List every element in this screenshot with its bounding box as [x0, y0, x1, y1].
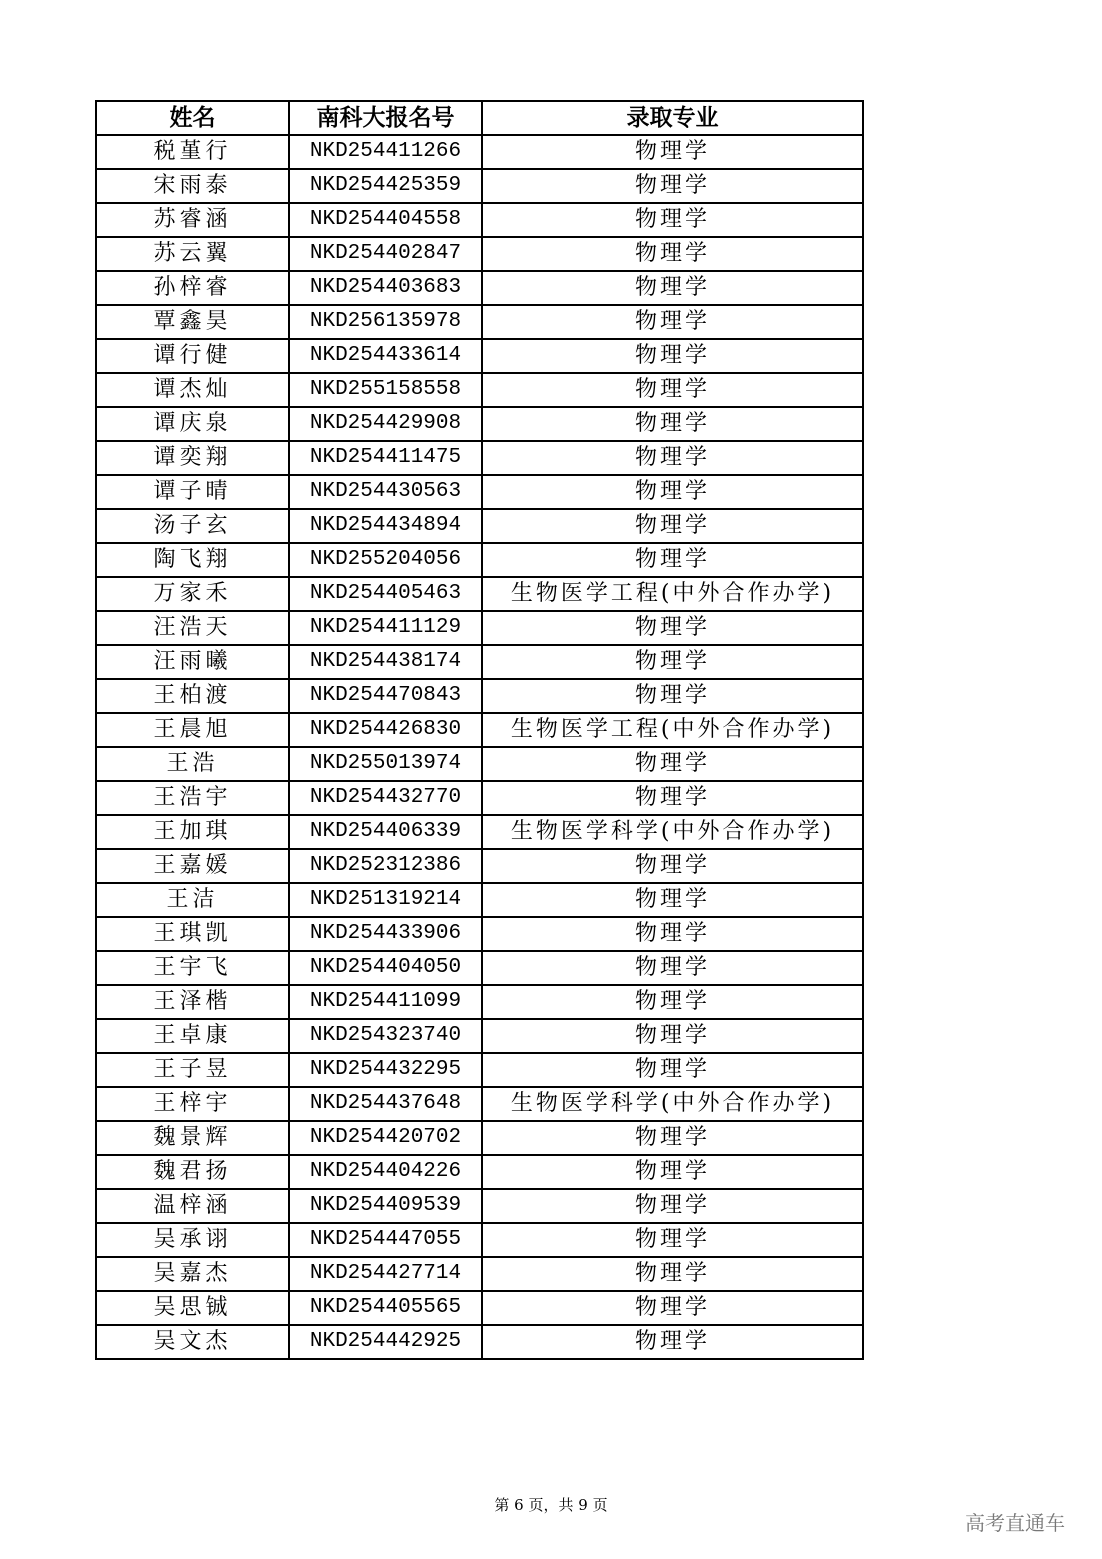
cell-registration-number: NKD254433614: [289, 339, 482, 373]
cell-name: 魏君扬: [96, 1155, 289, 1189]
cell-registration-number: NKD255204056: [289, 543, 482, 577]
cell-major: 物理学: [482, 849, 863, 883]
cell-registration-number: NKD252312386: [289, 849, 482, 883]
watermark: 高考直通车: [965, 1511, 1065, 1535]
cell-registration-number: NKD254430563: [289, 475, 482, 509]
cell-name: 谭杰灿: [96, 373, 289, 407]
cell-registration-number: NKD254432770: [289, 781, 482, 815]
cell-registration-number: NKD254447055: [289, 1223, 482, 1257]
cell-registration-number: NKD254434894: [289, 509, 482, 543]
cell-name: 吴思铖: [96, 1291, 289, 1325]
cell-name: 温梓涵: [96, 1189, 289, 1223]
cell-major: 生物医学工程(中外合作办学): [482, 713, 863, 747]
cell-name: 税堇行: [96, 135, 289, 169]
cell-major: 物理学: [482, 237, 863, 271]
cell-major: 物理学: [482, 917, 863, 951]
table-row: [96, 1053, 863, 1087]
cell-major: 物理学: [482, 203, 863, 237]
cell-registration-number: NKD254403683: [289, 271, 482, 305]
table-row: [96, 1223, 863, 1257]
cell-major: 物理学: [482, 475, 863, 509]
table-row: [96, 237, 863, 271]
cell-major: 物理学: [482, 1325, 863, 1359]
table-header-row: [96, 101, 863, 135]
admission-table: [95, 100, 864, 1360]
table-row: [96, 475, 863, 509]
cell-registration-number: NKD254470843: [289, 679, 482, 713]
table-row: [96, 509, 863, 543]
page-number: 第 6 页，共 9 页: [494, 1496, 608, 1514]
cell-registration-number: NKD256135978: [289, 305, 482, 339]
cell-registration-number: NKD254426830: [289, 713, 482, 747]
cell-registration-number: NKD254406339: [289, 815, 482, 849]
cell-name: 谭庆泉: [96, 407, 289, 441]
cell-name: 王洁: [96, 883, 289, 917]
cell-registration-number: NKD254323740: [289, 1019, 482, 1053]
cell-name: 苏云翼: [96, 237, 289, 271]
cell-registration-number: NKD254427714: [289, 1257, 482, 1291]
cell-registration-number: NKD254405565: [289, 1291, 482, 1325]
table-row: [96, 815, 863, 849]
cell-name: 万家禾: [96, 577, 289, 611]
cell-name: 魏景辉: [96, 1121, 289, 1155]
cell-major: 物理学: [482, 611, 863, 645]
cell-major: 物理学: [482, 883, 863, 917]
table-row: [96, 203, 863, 237]
cell-major: 物理学: [482, 271, 863, 305]
table-row: [96, 645, 863, 679]
cell-major: 物理学: [482, 985, 863, 1019]
cell-major: 物理学: [482, 339, 863, 373]
cell-major: 物理学: [482, 1223, 863, 1257]
cell-registration-number: NKD255013974: [289, 747, 482, 781]
cell-name: 汪雨曦: [96, 645, 289, 679]
table-row: [96, 1121, 863, 1155]
table-row: [96, 1291, 863, 1325]
table-row: [96, 951, 863, 985]
cell-name: 覃鑫昊: [96, 305, 289, 339]
table-row: [96, 407, 863, 441]
cell-name: 汪浩天: [96, 611, 289, 645]
table-row: [96, 917, 863, 951]
table-row: [96, 849, 863, 883]
table-row: [96, 1325, 863, 1359]
cell-name: 王浩: [96, 747, 289, 781]
cell-name: 吴文杰: [96, 1325, 289, 1359]
table-row: [96, 713, 863, 747]
cell-registration-number: NKD254402847: [289, 237, 482, 271]
cell-major: 物理学: [482, 543, 863, 577]
cell-major: 物理学: [482, 1053, 863, 1087]
header-registration-number: 南科大报名号: [289, 101, 482, 135]
cell-name: 王浩宇: [96, 781, 289, 815]
cell-registration-number: NKD254405463: [289, 577, 482, 611]
cell-major: 物理学: [482, 1019, 863, 1053]
cell-name: 谭奕翔: [96, 441, 289, 475]
table-row: [96, 169, 863, 203]
cell-name: 陶飞翔: [96, 543, 289, 577]
table-row: [96, 1019, 863, 1053]
cell-major: 生物医学工程(中外合作办学): [482, 577, 863, 611]
cell-major: 物理学: [482, 373, 863, 407]
cell-registration-number: NKD254404050: [289, 951, 482, 985]
cell-major: 物理学: [482, 441, 863, 475]
cell-major: 物理学: [482, 407, 863, 441]
cell-major: 生物医学科学(中外合作办学): [482, 815, 863, 849]
cell-name: 谭子晴: [96, 475, 289, 509]
cell-name: 王梓宇: [96, 1087, 289, 1121]
cell-registration-number: NKD254437648: [289, 1087, 482, 1121]
cell-name: 吴嘉杰: [96, 1257, 289, 1291]
cell-registration-number: NKD254432295: [289, 1053, 482, 1087]
cell-major: 物理学: [482, 1291, 863, 1325]
table-row: [96, 543, 863, 577]
cell-major: 物理学: [482, 679, 863, 713]
table-row: [96, 441, 863, 475]
table-row: [96, 1189, 863, 1223]
cell-name: 苏睿涵: [96, 203, 289, 237]
cell-major: 物理学: [482, 509, 863, 543]
cell-major: 物理学: [482, 169, 863, 203]
cell-registration-number: NKD254438174: [289, 645, 482, 679]
cell-registration-number: NKD254420702: [289, 1121, 482, 1155]
cell-registration-number: NKD254411266: [289, 135, 482, 169]
cell-name: 汤子玄: [96, 509, 289, 543]
cell-name: 宋雨泰: [96, 169, 289, 203]
cell-registration-number: NKD254411475: [289, 441, 482, 475]
table-row: [96, 679, 863, 713]
cell-major: 物理学: [482, 135, 863, 169]
table-row: [96, 781, 863, 815]
cell-name: 王琪凯: [96, 917, 289, 951]
cell-name: 王加琪: [96, 815, 289, 849]
cell-name: 王柏渡: [96, 679, 289, 713]
cell-name: 王卓康: [96, 1019, 289, 1053]
cell-registration-number: NKD254442925: [289, 1325, 482, 1359]
table-row: [96, 135, 863, 169]
cell-major: 物理学: [482, 1155, 863, 1189]
cell-registration-number: NKD254404558: [289, 203, 482, 237]
cell-name: 王嘉媛: [96, 849, 289, 883]
cell-major: 物理学: [482, 1257, 863, 1291]
cell-registration-number: NKD254411129: [289, 611, 482, 645]
table-row: [96, 985, 863, 1019]
cell-name: 谭行健: [96, 339, 289, 373]
cell-registration-number: NKD254429908: [289, 407, 482, 441]
cell-major: 物理学: [482, 747, 863, 781]
cell-major: 生物医学科学(中外合作办学): [482, 1087, 863, 1121]
cell-major: 物理学: [482, 305, 863, 339]
cell-major: 物理学: [482, 951, 863, 985]
table-row: [96, 611, 863, 645]
table-row: [96, 339, 863, 373]
header-name: 姓名: [96, 101, 289, 135]
header-major: 录取专业: [482, 101, 863, 135]
cell-registration-number: NKD254411099: [289, 985, 482, 1019]
table-row: [96, 577, 863, 611]
cell-major: 物理学: [482, 1121, 863, 1155]
cell-registration-number: NKD254404226: [289, 1155, 482, 1189]
cell-registration-number: NKD251319214: [289, 883, 482, 917]
table-row: [96, 747, 863, 781]
cell-name: 王子昱: [96, 1053, 289, 1087]
cell-name: 王宇飞: [96, 951, 289, 985]
cell-name: 王泽楷: [96, 985, 289, 1019]
cell-registration-number: NKD255158558: [289, 373, 482, 407]
cell-major: 物理学: [482, 781, 863, 815]
cell-registration-number: NKD254425359: [289, 169, 482, 203]
cell-name: 孙梓睿: [96, 271, 289, 305]
cell-major: 物理学: [482, 1189, 863, 1223]
table-row: [96, 271, 863, 305]
table-row: [96, 883, 863, 917]
table-row: [96, 1087, 863, 1121]
cell-name: 王晨旭: [96, 713, 289, 747]
table-row: [96, 373, 863, 407]
cell-major: 物理学: [482, 645, 863, 679]
table-row: [96, 305, 863, 339]
cell-name: 吴承诩: [96, 1223, 289, 1257]
table-row: [96, 1257, 863, 1291]
cell-registration-number: NKD254409539: [289, 1189, 482, 1223]
table-body: [96, 135, 863, 1359]
table-row: [96, 1155, 863, 1189]
cell-registration-number: NKD254433906: [289, 917, 482, 951]
